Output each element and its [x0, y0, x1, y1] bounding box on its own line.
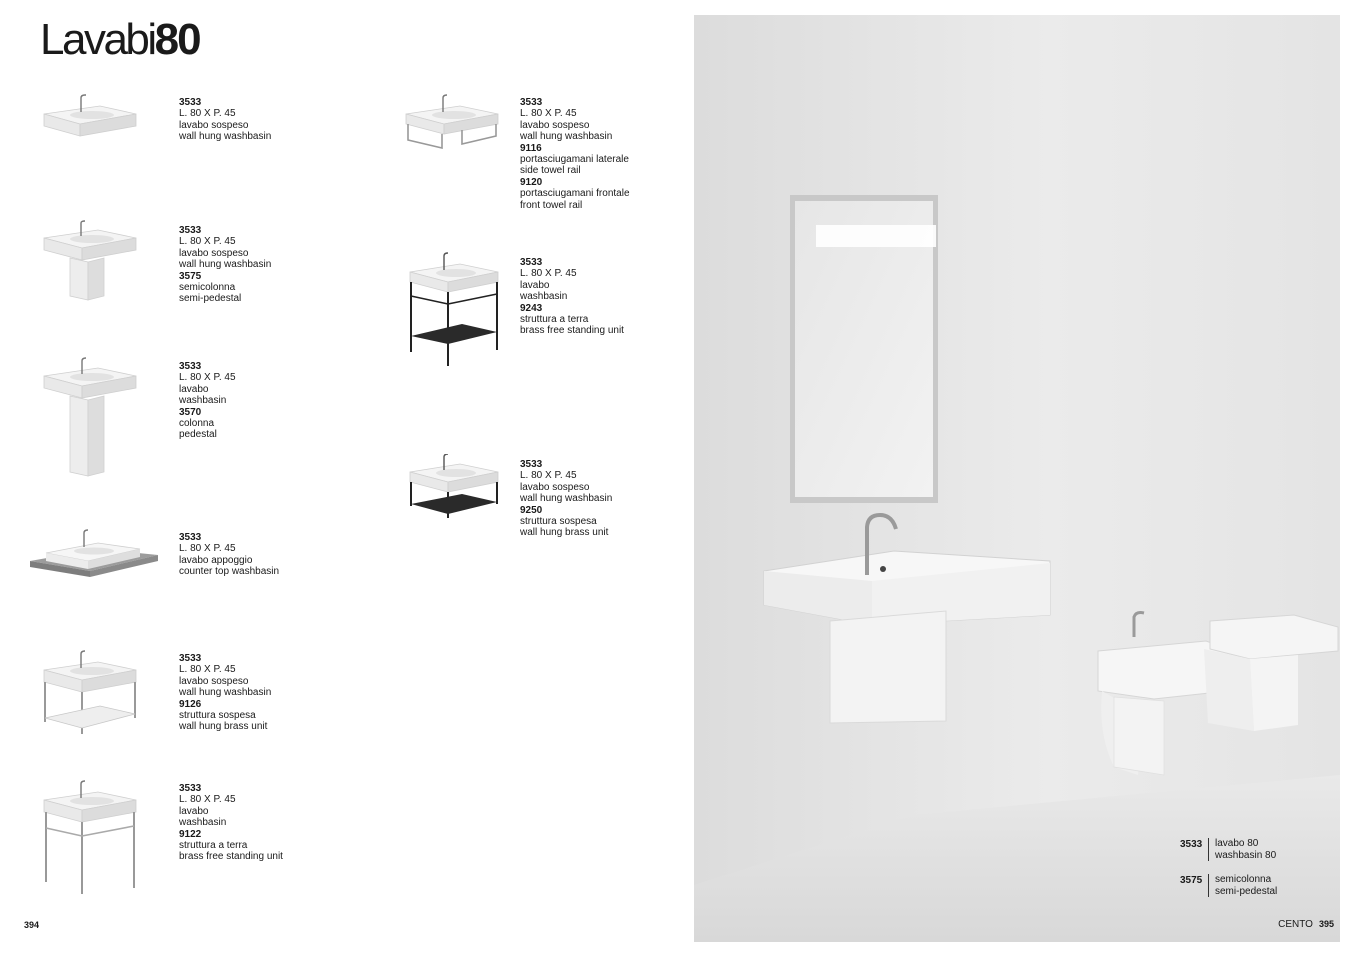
spec-line: lavabo sospeso: [520, 119, 590, 131]
spec-line: L. 80 X P. 45: [179, 108, 236, 120]
spec-line: L. 80 X P. 45: [179, 372, 236, 384]
photo-legend: [1180, 838, 1277, 910]
legend-english: washbasin 80: [1215, 849, 1277, 861]
page-number-right: 395: [1318, 919, 1334, 929]
spec-line: wall hung washbasin: [179, 259, 272, 271]
spec-line: L. 80 X P. 45: [520, 268, 577, 280]
spec-line: front towel rail: [520, 199, 583, 211]
spec-text: [179, 97, 271, 143]
countertop-washbasin-icon: [28, 527, 160, 607]
wall-hung-washbasin-icon: [40, 92, 140, 152]
product-code: 3533: [179, 361, 202, 372]
spec-line: washbasin: [179, 395, 227, 407]
product-code: 9120: [520, 176, 543, 188]
page-number-left: 394: [24, 920, 40, 930]
spec-line: portasciugamani frontale: [520, 188, 630, 200]
washbasin-black-floor-stand-icon: [406, 252, 502, 370]
spec-line: colonna: [179, 418, 215, 430]
washbasin-semi-pedestal-icon: [40, 220, 140, 302]
title-light: Lavabi: [40, 15, 155, 64]
product-code: 9126: [179, 698, 202, 710]
spec-line: semicolonna: [179, 282, 236, 294]
spec-text: [520, 257, 624, 337]
product-code: 3570: [179, 406, 202, 418]
spec-line: pedestal: [179, 429, 217, 441]
spec-line: lavabo: [179, 383, 209, 395]
spec-line: lavabo sospeso: [520, 481, 590, 493]
legend-text: [1208, 874, 1277, 897]
spec-line: brass free standing unit: [520, 325, 624, 337]
product-code: 3533: [179, 225, 202, 236]
spec-line: L. 80 X P. 45: [179, 794, 236, 806]
product-code: 3575: [179, 270, 202, 282]
product-code: 9243: [520, 302, 543, 314]
spec-line: struttura sospesa: [520, 516, 597, 528]
spec-line: portasciugamani laterale: [520, 154, 629, 166]
washbasin-wall-hung-frame-icon: [40, 648, 140, 748]
product-code: 3533: [179, 97, 202, 108]
product-code: 3533: [179, 653, 202, 664]
washbasin-floor-frame-icon: [40, 778, 140, 896]
product-code: 3533: [520, 459, 543, 470]
product-code: 3533: [520, 257, 543, 268]
title-bold: 80: [154, 15, 200, 64]
product-code: 3533: [179, 783, 202, 794]
legend-text: [1208, 838, 1276, 861]
spec-line: wall hung washbasin: [520, 131, 613, 143]
spec-line: lavabo: [520, 279, 550, 291]
spec-text: [179, 225, 271, 305]
page-title: [40, 12, 200, 68]
spec-line: lavabo sospeso: [179, 675, 249, 687]
spec-line: counter top washbasin: [179, 566, 280, 578]
product-code: 9122: [179, 828, 202, 840]
spec-line: wall hung washbasin: [520, 493, 613, 505]
spec-line: wall hung washbasin: [179, 687, 272, 699]
washbasin-black-wall-frame-icon: [406, 454, 502, 524]
spec-line: wall hung brass unit: [520, 527, 609, 539]
legend-english: semi-pedestal: [1215, 885, 1278, 897]
spec-line: lavabo appoggio: [179, 554, 253, 566]
spec-line: L. 80 X P. 45: [520, 108, 577, 120]
spec-line: lavabo: [179, 805, 209, 817]
spec-line: struttura sospesa: [179, 710, 256, 722]
spec-line: L. 80 X P. 45: [179, 543, 236, 555]
spec-line: L. 80 X P. 45: [520, 470, 577, 482]
brand-name: CENTO: [1278, 919, 1313, 930]
legend-row: [1180, 874, 1277, 897]
washbasin-towel-rails-icon: [402, 92, 502, 154]
spec-text: [520, 97, 630, 211]
spec-text: [179, 783, 283, 863]
legend-italian: lavabo 80: [1215, 838, 1259, 849]
spec-line: washbasin: [179, 817, 227, 829]
spec-line: L. 80 X P. 45: [179, 236, 236, 248]
spec-line: struttura a terra: [520, 314, 589, 326]
spec-line: washbasin: [520, 291, 568, 303]
spec-line: struttura a terra: [179, 840, 248, 852]
product-code: 9250: [520, 504, 543, 516]
spec-line: L. 80 X P. 45: [179, 664, 236, 676]
legend-code: 3533: [1180, 839, 1203, 850]
legend-row: [1180, 838, 1277, 861]
spec-text: [179, 532, 279, 578]
spec-line: side towel rail: [520, 165, 581, 177]
spec-line: wall hung washbasin: [179, 131, 272, 143]
spec-text: [179, 653, 271, 733]
spec-line: lavabo sospeso: [179, 247, 249, 259]
legend-italian: semicolonna: [1215, 874, 1272, 885]
spec-text: [179, 361, 236, 441]
product-code: 9116: [520, 142, 542, 154]
spec-text: [520, 459, 612, 539]
spec-line: wall hung brass unit: [179, 721, 268, 733]
spec-line: brass free standing unit: [179, 851, 283, 863]
product-code: 3533: [179, 532, 202, 543]
product-code: 3533: [520, 97, 543, 108]
bathroom-photo: [694, 15, 1340, 942]
legend-code: 3575: [1180, 875, 1203, 886]
spec-line: semi-pedestal: [179, 293, 242, 305]
page-footer-right: [1278, 919, 1334, 930]
washbasin-pedestal-icon: [40, 356, 140, 478]
spec-line: lavabo sospeso: [179, 119, 249, 131]
